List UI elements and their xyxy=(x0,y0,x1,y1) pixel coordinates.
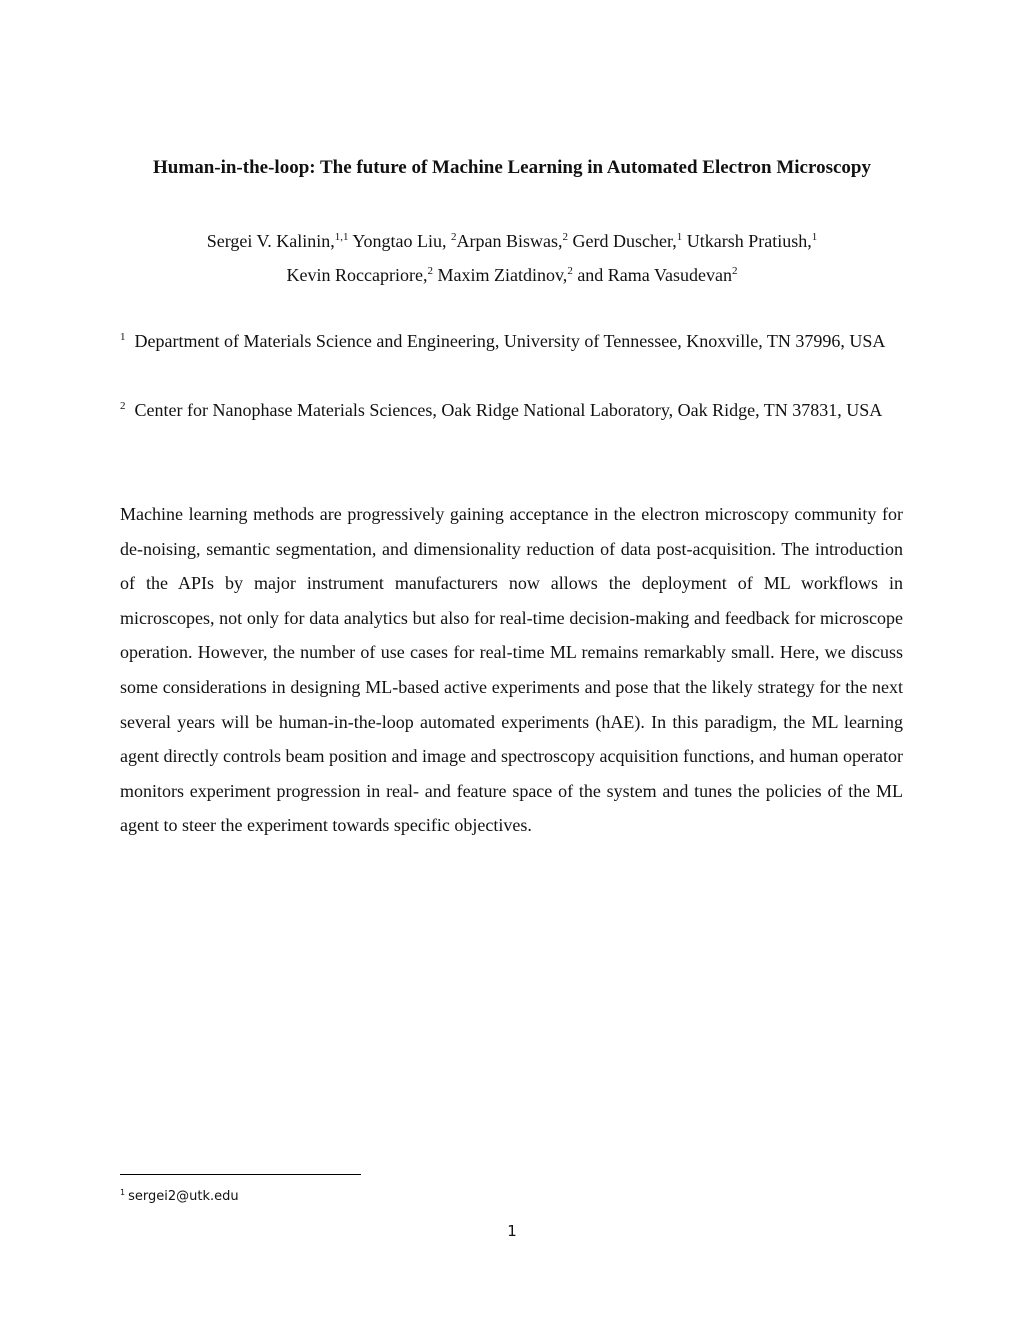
affiliation-text: Center for Nanophase Materials Sciences, Oak Ridge National Laboratory, Oak Ridge, TN 37831, USA xyxy=(134,400,883,420)
author: Arpan Biswas, xyxy=(456,231,563,251)
author: Kevin Roccapriore, xyxy=(286,265,428,285)
page-number: 1 xyxy=(507,1222,517,1240)
author-affiliation-marker: 2 xyxy=(567,265,573,277)
footnote-marker: 1 xyxy=(120,1188,126,1197)
author: Yongtao Liu, xyxy=(352,231,447,251)
author-affiliation-marker: 1,1 xyxy=(334,231,349,243)
author-affiliation-marker: 1 xyxy=(676,231,683,243)
author: Utkarsh Pratiush, xyxy=(686,231,812,251)
author-affiliation-marker: 2 xyxy=(427,265,433,277)
abstract: Machine learning methods are progressively gaining acceptance in the electron microscopy community for de-noising, semantic segmentation, and dimensionality reduction of data post-acquisition. The introduction of the APIs by major instrument manufacturers now allows the deployment of ML workflows in microscopes, not only for data analytics but also for real-time decision-making and feedback for microscope operation. However, the number of use cases for real-time ML remains remarkably small. Here, we discuss some considerations in designing ML-based active experiments and pose that the likely strategy for the next several years will be human-in-the-loop automated experiments (hAE). In this paradigm, the ML learning agent directly controls beam position and image and spectroscopy acquisition functions, and human operator monitors experiment progression in real- and feature space of the system and tunes the policies of the ML agent to steer the experiment towards specific objectives. xyxy=(120,504,903,836)
footnote-email: sergei2@utk.edu xyxy=(128,1189,239,1204)
author-affiliation-marker: 2 xyxy=(451,231,457,243)
affiliation xyxy=(120,393,903,428)
affiliation-text: Department of Materials Science and Engineering, University of Tennessee, Knoxville, TN 37996, USA xyxy=(134,331,886,351)
affiliation-marker: 1 xyxy=(120,331,126,343)
footnote-divider xyxy=(120,1174,361,1175)
paper-title: Human-in-the-loop: The future of Machine Learning in Automated Electron Microscopy xyxy=(153,157,871,178)
author-list xyxy=(60,224,964,292)
footnote xyxy=(120,1184,239,1206)
author-affiliation-marker: 2 xyxy=(731,265,738,277)
affiliation-marker: 2 xyxy=(120,400,126,412)
author-affiliation-marker: 2 xyxy=(562,231,569,243)
author: Maxim Ziatdinov, xyxy=(437,265,568,285)
author: Sergei V. Kalinin, xyxy=(206,231,335,251)
author-affiliation-marker: 1 xyxy=(811,231,818,243)
affiliation xyxy=(120,324,903,359)
author: Gerd Duscher, xyxy=(572,231,677,251)
author: and Rama Vasudevan xyxy=(577,265,732,285)
